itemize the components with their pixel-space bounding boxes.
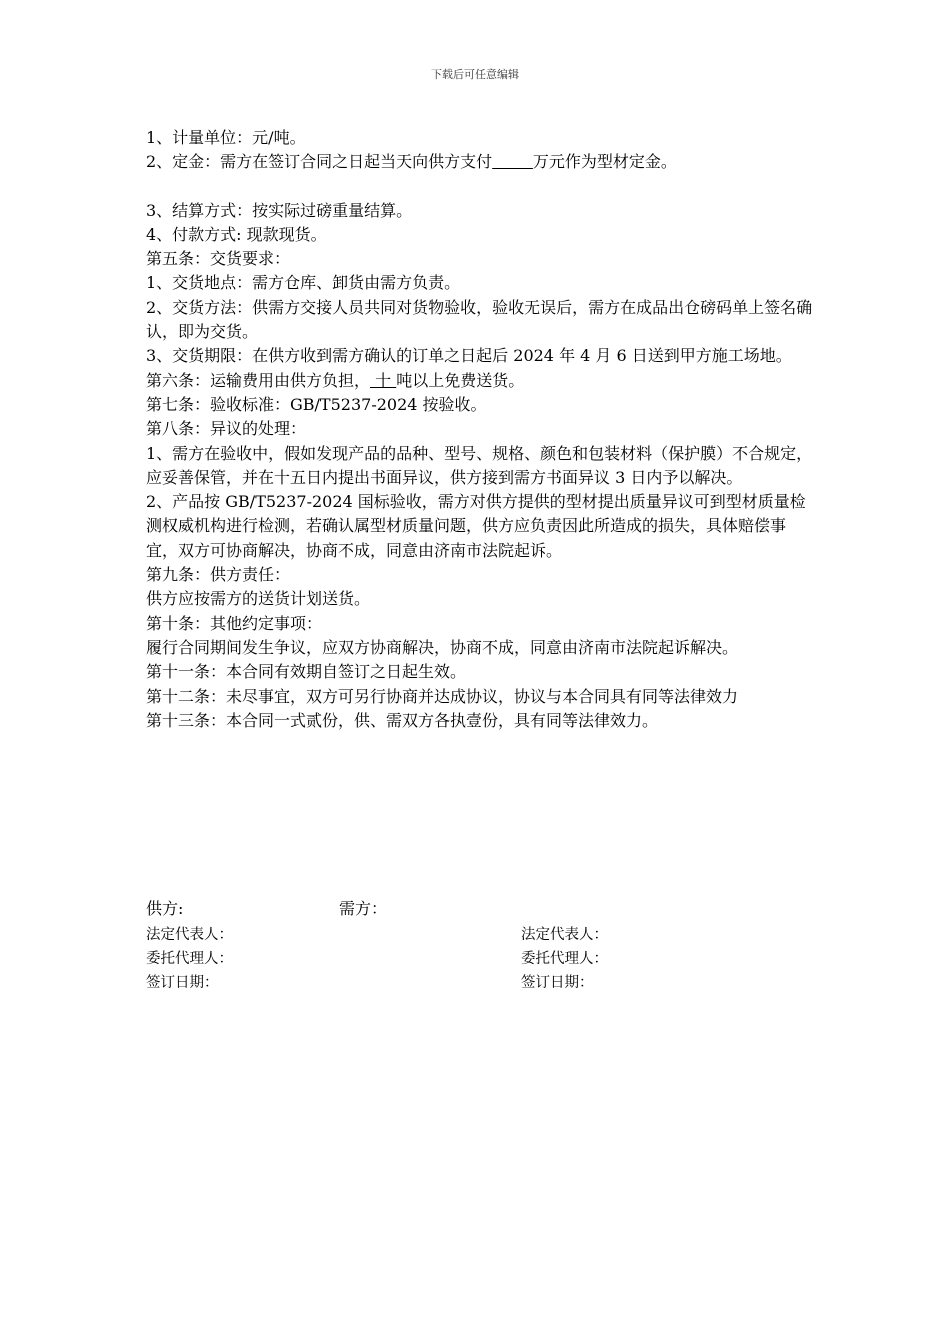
deposit-blank	[492, 152, 533, 171]
article-8: 第八条：异议的处理：	[146, 419, 307, 439]
article-9-body: 供方应按需方的送货计划送货。	[146, 589, 371, 609]
article-7: 第七条：验收标准：GB/T5237-2024 按验收。	[146, 394, 487, 414]
clause-2: 2、定金：需方在签订合同之日起当天向供方支付 万元作为型材定金。	[146, 152, 677, 172]
article-13: 第十三条：本合同一式贰份，供、需双方各执壹份，具有同等法律效力。	[146, 710, 659, 730]
article-5-item-3: 3、交货期限：在供方收到需方确认的订单之日起后 2024 年 4 月 6 日送到甲方施工场地。	[146, 346, 792, 366]
article-8-item-1: 1、需方在验收中，假如发现产品的品种、型号、规格、颜色和包装材料（保护膜）不合规定，应妥善保管，并在十五日内提出书面异议，供方接到需方书面异议 3 日内予以解决。	[146, 443, 813, 487]
article-6: 第六条：运输费用由供方负担， 十 吨以上免费送货。	[146, 370, 525, 390]
supplier-agent-label: 委托代理人：	[146, 951, 233, 967]
article-10-body: 履行合同期间发生争议，应双方协商解决，协商不成，同意由济南市法院起诉解决。	[146, 637, 739, 657]
supplier-legal-rep-label: 法定代表人：	[146, 927, 233, 943]
supplier-date-label: 签订日期：	[146, 975, 219, 991]
tonnage-blank: 十	[370, 370, 397, 390]
article-11: 第十一条：本合同有效期自签订之日起生效。	[146, 662, 467, 682]
buyer-legal-rep-label: 法定代表人：	[521, 927, 608, 943]
article-12: 第十二条：未尽事宜，双方可另行协商并达成协议，协议与本合同具有同等法律效力	[146, 686, 739, 706]
page-header: 下载后可任意编辑	[431, 68, 519, 81]
buyer-label: 需方：	[339, 899, 388, 918]
buyer-date-label: 签订日期：	[521, 975, 594, 991]
signature-block	[146, 923, 816, 995]
clause-1: 1、计量单位：元/吨。	[146, 128, 306, 147]
article-5-item-1: 1、交货地点：需方仓库、卸货由需方负责。	[146, 273, 461, 293]
article-5-item-2: 2、交货方法：供需方交接人员共同对货物验收，验收无误后，需方在成品出仓磅码单上签名确认，即为交货。	[146, 297, 813, 342]
article-10: 第十条：其他约定事项：	[146, 613, 323, 633]
article-8-item-2: 2、产品按 GB/T5237-2024 国标验收，需方对供方提供的型材提出质量异议可到型材质量检测权威机构进行检测，若确认属型材质量问题，供方应负责因此所造成的损失，具体赔偿事宜，双方可协商解决，协商不成，同意由济南市法院起诉。	[146, 492, 806, 560]
article-5: 第五条：交货要求：	[146, 249, 291, 269]
parties-line	[146, 897, 816, 921]
article-9: 第九条：供方责任：	[146, 565, 291, 585]
supplier-label: 供方:	[146, 899, 184, 918]
contract-body	[146, 126, 816, 733]
clause-3: 3、结算方式：按实际过磅重量结算。	[146, 200, 413, 220]
clause-4: 4、付款方式: 现款现货。	[146, 224, 327, 244]
buyer-agent-label: 委托代理人：	[521, 951, 608, 967]
spacer	[146, 175, 816, 199]
